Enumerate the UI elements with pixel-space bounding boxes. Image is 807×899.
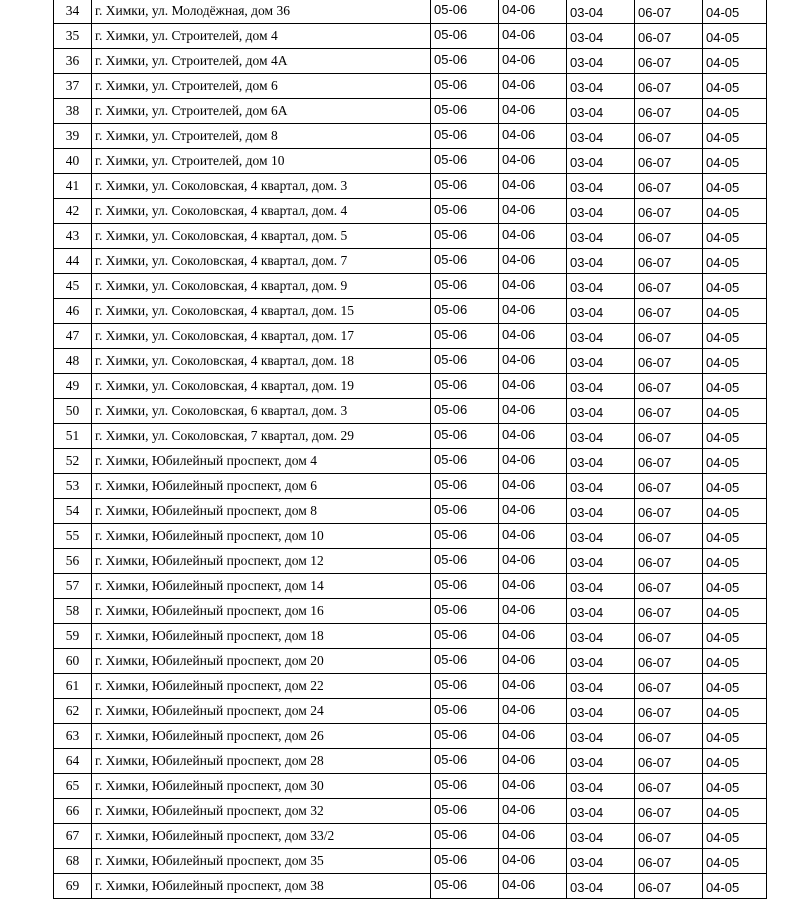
period-cell-5: 04-05 — [703, 124, 767, 149]
period-cell-1: 05-06 — [431, 749, 499, 774]
period-cell-1: 05-06 — [431, 224, 499, 249]
period-cell-3: 03-04 — [567, 824, 635, 849]
period-cell-1: 05-06 — [431, 49, 499, 74]
period-cell-4: 06-07 — [635, 799, 703, 824]
period-cell-5: 04-05 — [703, 399, 767, 424]
table-row — [54, 549, 767, 574]
address-cell: г. Химки, ул. Строителей, дом 4 — [92, 24, 431, 49]
period-cell-5: 04-05 — [703, 774, 767, 799]
period-cell-4: 06-07 — [635, 124, 703, 149]
period-cell-1: 05-06 — [431, 74, 499, 99]
period-cell-5: 04-05 — [703, 74, 767, 99]
table-row — [54, 699, 767, 724]
period-cell-5: 04-05 — [703, 24, 767, 49]
period-cell-4: 06-07 — [635, 149, 703, 174]
address-cell: г. Химки, Юбилейный проспект, дом 6 — [92, 474, 431, 499]
period-cell-4: 06-07 — [635, 649, 703, 674]
period-cell-1: 05-06 — [431, 774, 499, 799]
row-number-cell: 35 — [54, 24, 92, 49]
address-cell: г. Химки, ул. Строителей, дом 4А — [92, 49, 431, 74]
table-row — [54, 449, 767, 474]
period-cell-5: 04-05 — [703, 849, 767, 874]
period-cell-3: 03-04 — [567, 349, 635, 374]
period-cell-5: 04-05 — [703, 349, 767, 374]
period-cell-4: 06-07 — [635, 599, 703, 624]
table-row — [54, 324, 767, 349]
row-number-cell: 63 — [54, 724, 92, 749]
period-cell-5: 04-05 — [703, 374, 767, 399]
table-row — [54, 49, 767, 74]
row-number-cell: 46 — [54, 299, 92, 324]
period-cell-2: 04-06 — [499, 574, 567, 599]
period-cell-3: 03-04 — [567, 0, 635, 24]
table-row — [54, 649, 767, 674]
table-row — [54, 174, 767, 199]
period-cell-2: 04-06 — [499, 499, 567, 524]
period-cell-1: 05-06 — [431, 24, 499, 49]
address-cell: г. Химки, Юбилейный проспект, дом 8 — [92, 499, 431, 524]
address-cell: г. Химки, ул. Соколовская, 4 квартал, дом. 3 — [92, 174, 431, 199]
period-cell-1: 05-06 — [431, 0, 499, 24]
period-cell-4: 06-07 — [635, 74, 703, 99]
table-row — [54, 599, 767, 624]
period-cell-5: 04-05 — [703, 874, 767, 899]
address-cell: г. Химки, ул. Соколовская, 4 квартал, дом. 17 — [92, 324, 431, 349]
period-cell-2: 04-06 — [499, 674, 567, 699]
schedule-table — [53, 0, 767, 899]
table-row — [54, 24, 767, 49]
period-cell-5: 04-05 — [703, 749, 767, 774]
row-number-cell: 49 — [54, 374, 92, 399]
period-cell-4: 06-07 — [635, 774, 703, 799]
period-cell-5: 04-05 — [703, 524, 767, 549]
table-row — [54, 749, 767, 774]
period-cell-1: 05-06 — [431, 874, 499, 899]
period-cell-1: 05-06 — [431, 199, 499, 224]
period-cell-2: 04-06 — [499, 174, 567, 199]
period-cell-1: 05-06 — [431, 849, 499, 874]
row-number-cell: 45 — [54, 274, 92, 299]
period-cell-5: 04-05 — [703, 474, 767, 499]
row-number-cell: 56 — [54, 549, 92, 574]
address-cell: г. Химки, ул. Соколовская, 4 квартал, дом. 4 — [92, 199, 431, 224]
period-cell-4: 06-07 — [635, 199, 703, 224]
row-number-cell: 67 — [54, 824, 92, 849]
table-row — [54, 124, 767, 149]
table-row — [54, 724, 767, 749]
period-cell-1: 05-06 — [431, 399, 499, 424]
address-cell: г. Химки, Юбилейный проспект, дом 38 — [92, 874, 431, 899]
period-cell-2: 04-06 — [499, 224, 567, 249]
period-cell-2: 04-06 — [499, 324, 567, 349]
period-cell-3: 03-04 — [567, 674, 635, 699]
period-cell-5: 04-05 — [703, 574, 767, 599]
period-cell-3: 03-04 — [567, 574, 635, 599]
address-cell: г. Химки, ул. Строителей, дом 6А — [92, 99, 431, 124]
period-cell-2: 04-06 — [499, 774, 567, 799]
period-cell-5: 04-05 — [703, 599, 767, 624]
table-row — [54, 424, 767, 449]
address-cell: г. Химки, Юбилейный проспект, дом 24 — [92, 699, 431, 724]
period-cell-3: 03-04 — [567, 774, 635, 799]
period-cell-4: 06-07 — [635, 424, 703, 449]
row-number-cell: 68 — [54, 849, 92, 874]
row-number-cell: 55 — [54, 524, 92, 549]
address-cell: г. Химки, Юбилейный проспект, дом 10 — [92, 524, 431, 549]
period-cell-1: 05-06 — [431, 524, 499, 549]
period-cell-2: 04-06 — [499, 874, 567, 899]
row-number-cell: 41 — [54, 174, 92, 199]
period-cell-4: 06-07 — [635, 399, 703, 424]
table-row — [54, 474, 767, 499]
period-cell-5: 04-05 — [703, 274, 767, 299]
period-cell-3: 03-04 — [567, 449, 635, 474]
address-cell: г. Химки, Юбилейный проспект, дом 18 — [92, 624, 431, 649]
period-cell-2: 04-06 — [499, 524, 567, 549]
period-cell-4: 06-07 — [635, 524, 703, 549]
period-cell-5: 04-05 — [703, 99, 767, 124]
period-cell-1: 05-06 — [431, 99, 499, 124]
period-cell-1: 05-06 — [431, 799, 499, 824]
address-cell: г. Химки, ул. Строителей, дом 10 — [92, 149, 431, 174]
period-cell-2: 04-06 — [499, 799, 567, 824]
period-cell-2: 04-06 — [499, 249, 567, 274]
period-cell-5: 04-05 — [703, 149, 767, 174]
table-row — [54, 249, 767, 274]
table-row — [54, 299, 767, 324]
period-cell-2: 04-06 — [499, 424, 567, 449]
period-cell-1: 05-06 — [431, 449, 499, 474]
period-cell-4: 06-07 — [635, 449, 703, 474]
period-cell-1: 05-06 — [431, 724, 499, 749]
period-cell-1: 05-06 — [431, 149, 499, 174]
period-cell-5: 04-05 — [703, 674, 767, 699]
row-number-cell: 36 — [54, 49, 92, 74]
address-cell: г. Химки, Юбилейный проспект, дом 22 — [92, 674, 431, 699]
schedule-sheet — [53, 0, 767, 899]
period-cell-5: 04-05 — [703, 424, 767, 449]
table-row — [54, 674, 767, 699]
table-row — [54, 624, 767, 649]
row-number-cell: 52 — [54, 449, 92, 474]
period-cell-2: 04-06 — [499, 49, 567, 74]
period-cell-5: 04-05 — [703, 624, 767, 649]
row-number-cell: 66 — [54, 799, 92, 824]
period-cell-4: 06-07 — [635, 349, 703, 374]
period-cell-2: 04-06 — [499, 99, 567, 124]
period-cell-4: 06-07 — [635, 249, 703, 274]
address-cell: г. Химки, ул. Соколовская, 4 квартал, дом. 18 — [92, 349, 431, 374]
period-cell-3: 03-04 — [567, 74, 635, 99]
period-cell-2: 04-06 — [499, 849, 567, 874]
row-number-cell: 51 — [54, 424, 92, 449]
period-cell-4: 06-07 — [635, 299, 703, 324]
period-cell-4: 06-07 — [635, 0, 703, 24]
period-cell-1: 05-06 — [431, 574, 499, 599]
period-cell-2: 04-06 — [499, 0, 567, 24]
period-cell-1: 05-06 — [431, 274, 499, 299]
period-cell-5: 04-05 — [703, 449, 767, 474]
table-row — [54, 349, 767, 374]
period-cell-5: 04-05 — [703, 649, 767, 674]
table-row — [54, 399, 767, 424]
period-cell-2: 04-06 — [499, 549, 567, 574]
period-cell-1: 05-06 — [431, 249, 499, 274]
period-cell-3: 03-04 — [567, 749, 635, 774]
period-cell-3: 03-04 — [567, 624, 635, 649]
period-cell-2: 04-06 — [499, 824, 567, 849]
period-cell-2: 04-06 — [499, 349, 567, 374]
row-number-cell: 64 — [54, 749, 92, 774]
period-cell-1: 05-06 — [431, 349, 499, 374]
period-cell-5: 04-05 — [703, 249, 767, 274]
period-cell-1: 05-06 — [431, 499, 499, 524]
period-cell-4: 06-07 — [635, 574, 703, 599]
row-number-cell: 48 — [54, 349, 92, 374]
period-cell-2: 04-06 — [499, 599, 567, 624]
period-cell-4: 06-07 — [635, 724, 703, 749]
period-cell-5: 04-05 — [703, 299, 767, 324]
table-row — [54, 499, 767, 524]
table-row — [54, 149, 767, 174]
period-cell-5: 04-05 — [703, 199, 767, 224]
table-body — [54, 0, 767, 899]
period-cell-1: 05-06 — [431, 549, 499, 574]
period-cell-1: 05-06 — [431, 299, 499, 324]
period-cell-4: 06-07 — [635, 274, 703, 299]
period-cell-4: 06-07 — [635, 699, 703, 724]
period-cell-3: 03-04 — [567, 149, 635, 174]
table-row — [54, 799, 767, 824]
period-cell-4: 06-07 — [635, 49, 703, 74]
row-number-cell: 44 — [54, 249, 92, 274]
period-cell-1: 05-06 — [431, 649, 499, 674]
period-cell-3: 03-04 — [567, 324, 635, 349]
row-number-cell: 34 — [54, 0, 92, 24]
period-cell-3: 03-04 — [567, 174, 635, 199]
table-row — [54, 874, 767, 899]
period-cell-2: 04-06 — [499, 124, 567, 149]
period-cell-3: 03-04 — [567, 874, 635, 899]
period-cell-5: 04-05 — [703, 224, 767, 249]
table-row — [54, 0, 767, 24]
period-cell-5: 04-05 — [703, 324, 767, 349]
row-number-cell: 69 — [54, 874, 92, 899]
address-cell: г. Химки, ул. Соколовская, 7 квартал, дом. 29 — [92, 424, 431, 449]
address-cell: г. Химки, ул. Соколовская, 4 квартал, дом. 19 — [92, 374, 431, 399]
period-cell-3: 03-04 — [567, 99, 635, 124]
row-number-cell: 50 — [54, 399, 92, 424]
period-cell-2: 04-06 — [499, 299, 567, 324]
period-cell-5: 04-05 — [703, 824, 767, 849]
address-cell: г. Химки, ул. Соколовская, 4 квартал, дом. 7 — [92, 249, 431, 274]
period-cell-4: 06-07 — [635, 624, 703, 649]
period-cell-2: 04-06 — [499, 624, 567, 649]
period-cell-1: 05-06 — [431, 699, 499, 724]
period-cell-5: 04-05 — [703, 699, 767, 724]
row-number-cell: 42 — [54, 199, 92, 224]
table-row — [54, 74, 767, 99]
period-cell-3: 03-04 — [567, 849, 635, 874]
period-cell-2: 04-06 — [499, 649, 567, 674]
table-row — [54, 574, 767, 599]
period-cell-2: 04-06 — [499, 274, 567, 299]
period-cell-1: 05-06 — [431, 124, 499, 149]
period-cell-2: 04-06 — [499, 699, 567, 724]
period-cell-2: 04-06 — [499, 449, 567, 474]
period-cell-3: 03-04 — [567, 499, 635, 524]
table-row — [54, 524, 767, 549]
table-row — [54, 824, 767, 849]
period-cell-1: 05-06 — [431, 674, 499, 699]
row-number-cell: 61 — [54, 674, 92, 699]
row-number-cell: 37 — [54, 74, 92, 99]
address-cell: г. Химки, Юбилейный проспект, дом 20 — [92, 649, 431, 674]
period-cell-3: 03-04 — [567, 274, 635, 299]
period-cell-1: 05-06 — [431, 324, 499, 349]
period-cell-2: 04-06 — [499, 724, 567, 749]
period-cell-3: 03-04 — [567, 524, 635, 549]
period-cell-3: 03-04 — [567, 199, 635, 224]
address-cell: г. Химки, Юбилейный проспект, дом 14 — [92, 574, 431, 599]
period-cell-5: 04-05 — [703, 499, 767, 524]
period-cell-4: 06-07 — [635, 849, 703, 874]
address-cell: г. Химки, ул. Соколовская, 4 квартал, дом. 5 — [92, 224, 431, 249]
address-cell: г. Химки, Юбилейный проспект, дом 26 — [92, 724, 431, 749]
period-cell-4: 06-07 — [635, 99, 703, 124]
period-cell-4: 06-07 — [635, 874, 703, 899]
address-cell: г. Химки, ул. Строителей, дом 8 — [92, 124, 431, 149]
period-cell-5: 04-05 — [703, 49, 767, 74]
period-cell-4: 06-07 — [635, 824, 703, 849]
address-cell: г. Химки, Юбилейный проспект, дом 32 — [92, 799, 431, 824]
period-cell-2: 04-06 — [499, 474, 567, 499]
period-cell-5: 04-05 — [703, 549, 767, 574]
address-cell: г. Химки, Юбилейный проспект, дом 30 — [92, 774, 431, 799]
period-cell-3: 03-04 — [567, 424, 635, 449]
table-row — [54, 199, 767, 224]
period-cell-4: 06-07 — [635, 749, 703, 774]
period-cell-3: 03-04 — [567, 24, 635, 49]
row-number-cell: 59 — [54, 624, 92, 649]
row-number-cell: 57 — [54, 574, 92, 599]
period-cell-3: 03-04 — [567, 649, 635, 674]
period-cell-4: 06-07 — [635, 324, 703, 349]
address-cell: г. Химки, Юбилейный проспект, дом 4 — [92, 449, 431, 474]
period-cell-3: 03-04 — [567, 224, 635, 249]
period-cell-3: 03-04 — [567, 474, 635, 499]
period-cell-3: 03-04 — [567, 299, 635, 324]
table-row — [54, 224, 767, 249]
row-number-cell: 40 — [54, 149, 92, 174]
period-cell-5: 04-05 — [703, 174, 767, 199]
period-cell-3: 03-04 — [567, 249, 635, 274]
period-cell-2: 04-06 — [499, 374, 567, 399]
row-number-cell: 53 — [54, 474, 92, 499]
period-cell-5: 04-05 — [703, 724, 767, 749]
period-cell-3: 03-04 — [567, 699, 635, 724]
table-row — [54, 849, 767, 874]
period-cell-3: 03-04 — [567, 724, 635, 749]
period-cell-1: 05-06 — [431, 599, 499, 624]
period-cell-3: 03-04 — [567, 799, 635, 824]
address-cell: г. Химки, Юбилейный проспект, дом 16 — [92, 599, 431, 624]
row-number-cell: 54 — [54, 499, 92, 524]
period-cell-1: 05-06 — [431, 624, 499, 649]
period-cell-2: 04-06 — [499, 149, 567, 174]
period-cell-3: 03-04 — [567, 374, 635, 399]
address-cell: г. Химки, Юбилейный проспект, дом 35 — [92, 849, 431, 874]
period-cell-4: 06-07 — [635, 174, 703, 199]
address-cell: г. Химки, ул. Соколовская, 4 квартал, дом. 9 — [92, 274, 431, 299]
period-cell-2: 04-06 — [499, 399, 567, 424]
table-row — [54, 274, 767, 299]
period-cell-1: 05-06 — [431, 374, 499, 399]
period-cell-4: 06-07 — [635, 549, 703, 574]
period-cell-4: 06-07 — [635, 374, 703, 399]
period-cell-4: 06-07 — [635, 674, 703, 699]
period-cell-3: 03-04 — [567, 49, 635, 74]
table-row — [54, 774, 767, 799]
row-number-cell: 38 — [54, 99, 92, 124]
period-cell-3: 03-04 — [567, 124, 635, 149]
period-cell-2: 04-06 — [499, 74, 567, 99]
row-number-cell: 47 — [54, 324, 92, 349]
address-cell: г. Химки, ул. Молодёжная, дом 36 — [92, 0, 431, 24]
row-number-cell: 65 — [54, 774, 92, 799]
address-cell: г. Химки, ул. Соколовская, 6 квартал, дом. 3 — [92, 399, 431, 424]
period-cell-4: 06-07 — [635, 499, 703, 524]
period-cell-4: 06-07 — [635, 474, 703, 499]
period-cell-3: 03-04 — [567, 599, 635, 624]
address-cell: г. Химки, Юбилейный проспект, дом 33/2 — [92, 824, 431, 849]
period-cell-5: 04-05 — [703, 0, 767, 24]
period-cell-4: 06-07 — [635, 24, 703, 49]
period-cell-4: 06-07 — [635, 224, 703, 249]
period-cell-2: 04-06 — [499, 749, 567, 774]
address-cell: г. Химки, Юбилейный проспект, дом 28 — [92, 749, 431, 774]
address-cell: г. Химки, ул. Строителей, дом 6 — [92, 74, 431, 99]
period-cell-2: 04-06 — [499, 199, 567, 224]
period-cell-5: 04-05 — [703, 799, 767, 824]
period-cell-3: 03-04 — [567, 549, 635, 574]
period-cell-3: 03-04 — [567, 399, 635, 424]
row-number-cell: 43 — [54, 224, 92, 249]
row-number-cell: 60 — [54, 649, 92, 674]
address-cell: г. Химки, ул. Соколовская, 4 квартал, дом. 15 — [92, 299, 431, 324]
table-row — [54, 374, 767, 399]
row-number-cell: 39 — [54, 124, 92, 149]
period-cell-1: 05-06 — [431, 474, 499, 499]
period-cell-1: 05-06 — [431, 174, 499, 199]
period-cell-2: 04-06 — [499, 24, 567, 49]
period-cell-1: 05-06 — [431, 424, 499, 449]
row-number-cell: 58 — [54, 599, 92, 624]
address-cell: г. Химки, Юбилейный проспект, дом 12 — [92, 549, 431, 574]
table-row — [54, 99, 767, 124]
row-number-cell: 62 — [54, 699, 92, 724]
period-cell-1: 05-06 — [431, 824, 499, 849]
